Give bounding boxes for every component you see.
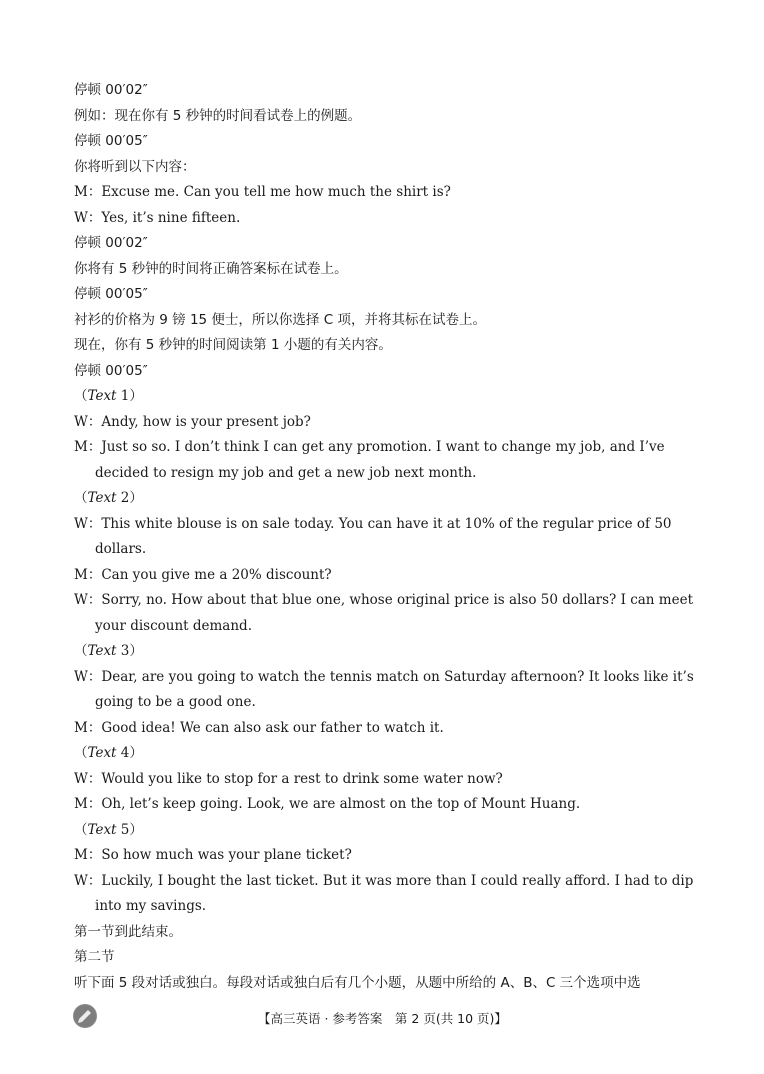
text-heading: （Text 5） bbox=[74, 821, 143, 838]
document-line: M：Good idea! We can also ask our father to watch it. bbox=[74, 719, 444, 736]
document-line: into my savings. bbox=[95, 898, 207, 914]
document-line: 你将有 5 秒钟的时间将正确答案标在试卷上。 bbox=[74, 260, 348, 277]
document-line: dollars. bbox=[95, 541, 147, 557]
document-line: W：Luckily, I bought the last ticket. But it was more than I could really afford. I had to dip bbox=[74, 872, 694, 889]
document-line: 停顿 00′05″ bbox=[74, 362, 148, 379]
document-line: W：Would you like to stop for a rest to drink some water now? bbox=[74, 770, 503, 787]
document-line: 停顿 00′02″ bbox=[74, 235, 148, 251]
document-line: W：Andy, how is your present job? bbox=[74, 413, 311, 430]
document-line: M：Oh, let’s keep going. Look, we are almost on the top of Mount Huang. bbox=[74, 796, 581, 812]
document-line: 你将听到以下内容： bbox=[74, 158, 196, 175]
document-body bbox=[74, 78, 694, 996]
document-line: W：Yes, it’s nine fifteen. bbox=[74, 209, 241, 226]
document-line: decided to resign my job and get a new job next month. bbox=[95, 464, 477, 481]
document-line: W：Dear, are you going to watch the tennis match on Saturday afternoon? It looks like it’s bbox=[74, 668, 694, 685]
document-line: 例如：现在你有 5 秒钟的时间看试卷上的例题。 bbox=[74, 107, 362, 124]
text-heading: （Text 1） bbox=[74, 388, 143, 404]
document-line: M：So how much was your plane ticket? bbox=[74, 847, 352, 863]
text-heading: （Text 4） bbox=[74, 745, 143, 761]
document-line: 听下面 5 段对话或独白。每段对话或独白后有几个小题，从题中所给的 A、B、C 三个选项中选 bbox=[74, 974, 641, 991]
document-line: 停顿 00′05″ bbox=[74, 133, 148, 149]
document-line: 现在，你有 5 秒钟的时间阅读第 1 小题的有关内容。 bbox=[74, 337, 392, 353]
document-line: M：Just so so. I don’t think I can get any promotion. I want to change my job, and I’ve bbox=[74, 439, 665, 455]
page-number-label: 【高三英语 · 参考答案 第 2 页(共 10 页)】 bbox=[258, 1011, 507, 1026]
document-line: 第一节到此结束。 bbox=[74, 923, 182, 940]
document-line: 停顿 00′02″ bbox=[74, 82, 148, 98]
document-line: M：Can you give me a 20% discount? bbox=[74, 566, 332, 583]
text-heading: （Text 3） bbox=[74, 643, 143, 659]
publisher-logo-icon bbox=[73, 1004, 97, 1028]
document-line: M：Excuse me. Can you tell me how much the shirt is? bbox=[74, 184, 451, 200]
document-line: going to be a good one. bbox=[95, 694, 256, 710]
document-line: W：This white blouse is on sale today. You can have it at 10% of the regular price of 50 bbox=[74, 515, 672, 532]
document-line: 衬衫的价格为 9 镑 15 便士，所以你选择 C 项，并将其标在试卷上。 bbox=[74, 311, 486, 328]
document-line: your discount demand. bbox=[95, 617, 252, 634]
document-line: 停顿 00′05″ bbox=[74, 286, 148, 302]
text-heading: （Text 2） bbox=[74, 490, 143, 506]
page-footer bbox=[0, 1002, 764, 1032]
document-line: 第二节 bbox=[74, 949, 115, 965]
document-line: W：Sorry, no. How about that blue one, whose original price is also 50 dollars? I can meet bbox=[74, 592, 693, 608]
